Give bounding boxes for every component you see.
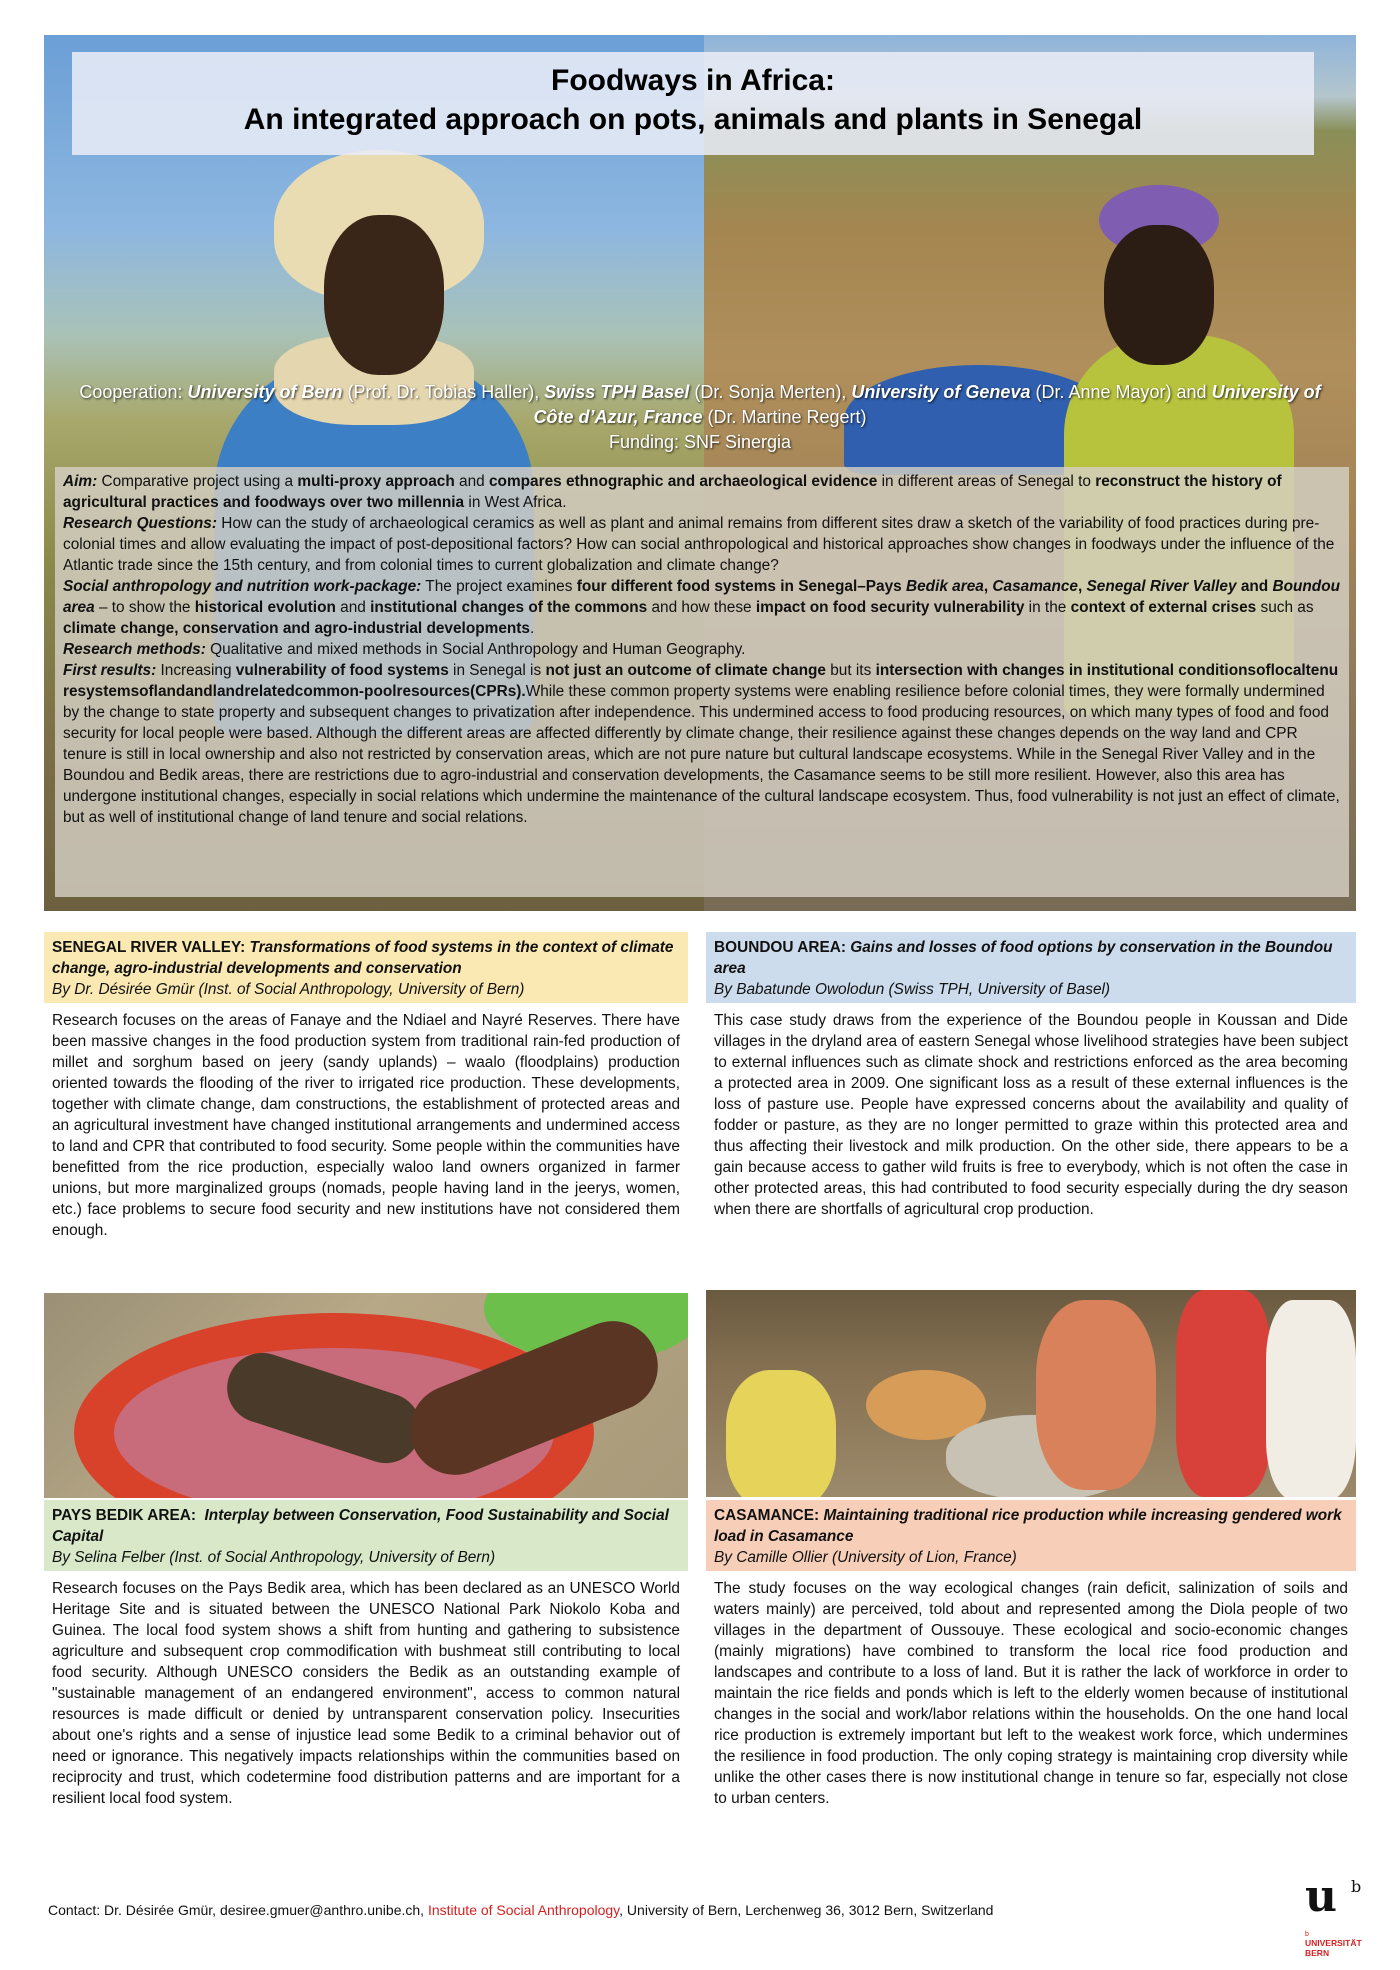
sa-text-3: and bbox=[335, 599, 371, 616]
org-bern: University of Bern bbox=[187, 382, 343, 402]
person-regert: (Dr. Martine Regert) bbox=[702, 407, 867, 427]
project-summary-box bbox=[55, 467, 1349, 897]
sa-comma-1: , bbox=[983, 578, 993, 595]
logo-b: b bbox=[1351, 1877, 1362, 1896]
aim-label: Aim: bbox=[63, 473, 98, 490]
sa-bold-5: context of external crises bbox=[1070, 599, 1257, 616]
sa-italic-bedik: Bedik area bbox=[906, 578, 984, 595]
page-title: Foodways in Africa: bbox=[551, 64, 835, 97]
bedik-body: Research focuses on the Pays Bedik area, which has been declared as an UNESCO World Heritage Site and is situated between the UNESCO National Park Niokolo Koba and Guinea. The local food system shows a shift from hunting and gathering to subsistence agriculture and subsequent crop commodification with bushmeat still contributing to local food security. Although UNESCO considers the Bedik as an outstanding example of "sustainable management of an endangered environment", access to common natural resources is made difficult or denied by untransparent conservation policy. Insecurities about one's rights and a sense of injustice lead some Bedik to a criminal behavior out of need or ignorance. This negatively impacts relationships within the communities based on reciprocity and trust, which codetermine food distribution patterns and are important for a resilient local food system. bbox=[52, 1580, 680, 1807]
rq-text: How can the study of archaeological ceramics as well as plant and animal remains from different sites draw a sketch of the variability of food practices during pre-colonial times and allow evaluating the impact of post-depositional factors? How can social anthropological and historical approaches show changes in foodways under the influence of the Atlantic trade since the 15th century, and from colonial times to current globalization and climate change? bbox=[63, 515, 1335, 574]
casamance-title: Maintaining traditional rice production while increasing gendered work load in Casamance bbox=[714, 1507, 1342, 1545]
aim-text-4: in West Africa. bbox=[464, 494, 567, 511]
sa-and: and bbox=[1236, 578, 1273, 595]
org-cote-azur: University of Côte d’Azur, France bbox=[533, 382, 1321, 427]
woman-white bbox=[1266, 1300, 1356, 1497]
senegal-title: Transformations of food systems in the context of climate change, agro-industrial developments and conservation bbox=[52, 939, 674, 977]
sa-text-7: . bbox=[529, 620, 535, 637]
person-haller: (Prof. Dr. Tobias Haller), bbox=[342, 382, 545, 402]
title-box bbox=[72, 52, 1314, 155]
boundou-body: This case study draws from the experience of the Boundou people in Koussan and Dide villages in the dryland area of eastern Senegal whose livelihood strategies have been subject to external influences such as climate shock and restrictions enforced as the area becoming a protected area in 2009. One significant loss as a result of these external influences is the loss of pasture use. People have expressed concerns about the availability and quality of fodder or pasture, as they are no longer permitted to graze within this protected area and thus affecting their livestock and milk production. On the other side, there appears to be a gain because access to gather wild fruits is free to everybody, which is not often the case in other protected areas, this had contributed to food security especially during the dry season when there are shortfalls of agricultural crop production. bbox=[714, 1012, 1348, 1218]
sa-bold-1: four different food systems in Senegal–Pays bbox=[576, 578, 906, 595]
sa-bold-3: institutional changes of the commons bbox=[370, 599, 648, 616]
casamance-author: By Camille Ollier (University of Lion, France) bbox=[714, 1549, 1017, 1566]
org-geneva: University of Geneva bbox=[851, 382, 1031, 402]
research-questions-paragraph bbox=[63, 513, 1341, 576]
fr-bold-1: vulnerability of food systems bbox=[235, 662, 449, 679]
boundou-title: Gains and losses of food options by conservation in the Boundou area bbox=[714, 939, 1333, 977]
contact-prefix: Contact: Dr. Désirée Gmür, desiree.gmuer@anthro.unibe.ch, bbox=[48, 1902, 428, 1918]
senegal-label: SENEGAL RIVER VALLEY: bbox=[52, 939, 246, 956]
funding: Funding: SNF Sinergia bbox=[608, 432, 792, 452]
fr-bold-3: intersection with changes in institutional conditionsoflocaltenuresystemsoflandandlandrelatedcommon-poolresources(CPRs). bbox=[63, 662, 1339, 700]
section-header-boundou bbox=[706, 932, 1356, 1003]
page-subtitle: An integrated approach on pots, animals and plants in Senegal bbox=[243, 103, 1143, 136]
sa-label: Social anthropology and nutrition work-package: bbox=[63, 578, 422, 595]
section-header-pays-bedik bbox=[44, 1500, 688, 1571]
fr-text-3: but its bbox=[825, 662, 876, 679]
sa-comma-2: , bbox=[1077, 578, 1087, 595]
sa-text-5: in the bbox=[1024, 599, 1071, 616]
logo-universitaet: UNIVERSITÄT bbox=[1305, 1938, 1362, 1948]
org-tph: Swiss TPH Basel bbox=[544, 382, 690, 402]
aim-text-2: and bbox=[454, 473, 489, 490]
cooperation-credits bbox=[60, 380, 1340, 455]
rq-label: Research Questions: bbox=[63, 515, 217, 532]
aim-bold-3: reconstruct the history of agricultural practices and foodways over two millennia bbox=[63, 473, 1282, 511]
logo-u: u bbox=[1305, 1871, 1337, 1922]
section-header-casamance bbox=[706, 1500, 1356, 1571]
woman-orange bbox=[1036, 1300, 1156, 1490]
photo-women-cooking bbox=[706, 1290, 1356, 1497]
rm-text: Qualitative and mixed methods in Social Anthropology and Human Geography. bbox=[205, 641, 746, 658]
sa-italic-boundou: Boundou area bbox=[63, 578, 1340, 616]
sa-bold-6: climate change, conservation and agro-industrial developments bbox=[63, 620, 530, 637]
rm-label: Research methods: bbox=[63, 641, 206, 658]
research-methods-paragraph bbox=[63, 639, 1341, 660]
sa-text-2: – to show the bbox=[94, 599, 195, 616]
person-mayor: (Dr. Anne Mayor) and bbox=[1030, 382, 1212, 402]
senegal-author: By Dr. Désirée Gmür (Inst. of Social Anthropology, University of Bern) bbox=[52, 981, 525, 998]
fr-text-4: While these common property systems were enabling resilience before colonial times, they were formally undermined by the change to state property and subsequent changes to privatization after independence. This undermined access to food producing resources, on which many types of food and food security for local people were based. Although the different areas are affected differently by climate change, their resilience against these changes depends on the way land and CPR tenure is still in local ownership and also not restricted by conservation areas, which are not pure nature but cultural landscape ecosystems. While in the Senegal River Valley and in the Boundou and Bedik areas, there are restrictions due to agro-industrial and conservation developments, the Casamance seems to be still more resilient. However, also this area has undergone institutional changes, especially in social relations which undermine the maintenance of the cultural landscape ecosystem. Thus, food vulnerability is not just an effect of climate, but as well of institutional change of land tenure and social relations. bbox=[63, 683, 1340, 826]
first-results-paragraph bbox=[63, 660, 1341, 828]
sa-italic-river-valley: Senegal River Valley bbox=[1086, 578, 1237, 595]
aim-text-1: Comparative project using a bbox=[97, 473, 298, 490]
logo-bern: BERN bbox=[1305, 1948, 1330, 1958]
senegal-body: Research focuses on the areas of Fanaye and the Ndiael and Nayré Reserves. There have been massive changes in the food production system from traditional rain-fed production of millet and sorghum based on jeery (sandy uplands) – waalo (floodplains) production oriented towards the flooding of the river to irrigated rice production. These developments, together with climate change, dam constructions, the establishment of protected areas and an agricultural investment have changed institutional arrangements and undermined access to land and CPR that contributed to food security. Some people within the communities have benefitted from the rice production, especially waloo land owners organized in farmer unions, but more marginalized groups (nomads, people having land in the jeerys, women, etc.) face problems to secure food security and new institutions have not considered them enough. bbox=[52, 1012, 680, 1239]
woman-yellow bbox=[726, 1370, 836, 1497]
logo-small-b: b bbox=[1305, 1931, 1309, 1938]
person-red bbox=[1176, 1290, 1271, 1497]
casamance-body: The study focuses on the way ecological changes (rain deficit, salinization of soils and waters mainly) are perceived, told about and represented among the Diola people of two villages in the department of Oussouye. These ecological and socio-economic changes (mainly migrations) have combined to transform the local rice food production and landscapes and contribute to a loss of land. But it is rather the lack of workforce in order to maintain the rice fields and ponds which is left to the elderly women because of institutional changes in the social and work/labor relations within the households. On the one hand local rice production is extremely important but left to the weakest work force, which undermines the resilience in food production. The only coping strategy is maintaining crop diversity while unlike the other cases there is now institutional change in tenure so far, especially not close to urban centers. bbox=[714, 1580, 1348, 1807]
fr-bold-2: not just an outcome of climate change bbox=[545, 662, 826, 679]
bedik-title: Interplay between Conservation, Food Sustainability and Social Capital bbox=[52, 1507, 669, 1545]
fr-text-1: Increasing bbox=[156, 662, 236, 679]
boundou-label: BOUNDOU AREA: bbox=[714, 939, 846, 956]
fr-text-2: in Senegal is bbox=[448, 662, 546, 679]
section-header-senegal-river-valley bbox=[44, 932, 688, 1003]
university-bern-logo bbox=[1305, 1871, 1375, 1965]
woman-face bbox=[1104, 225, 1214, 365]
fr-label: First results: bbox=[63, 662, 157, 679]
contact-line bbox=[48, 1900, 1248, 1920]
social-anthropology-paragraph bbox=[63, 576, 1341, 639]
boundou-author: By Babatunde Owolodun (Swiss TPH, University of Basel) bbox=[714, 981, 1111, 998]
sa-text-4: and how these bbox=[647, 599, 756, 616]
casamance-label: CASAMANCE: bbox=[714, 1507, 820, 1524]
sa-bold-4: impact on food security vulnerability bbox=[755, 599, 1025, 616]
man-face bbox=[324, 215, 444, 375]
cooperation-prefix: Cooperation: bbox=[79, 382, 188, 402]
person-merten: (Dr. Sonja Merten), bbox=[689, 382, 852, 402]
contact-suffix: , University of Bern, Lerchenweg 36, 3012 Bern, Switzerland bbox=[619, 1902, 994, 1918]
bedik-author: By Selina Felber (Inst. of Social Anthropology, University of Bern) bbox=[52, 1549, 496, 1566]
aim-paragraph bbox=[63, 471, 1341, 513]
aim-bold-2: compares ethnographic and archaeological evidence bbox=[488, 473, 878, 490]
photo-meat-bowl bbox=[44, 1293, 688, 1498]
sa-text-1: The project examines bbox=[421, 578, 577, 595]
sa-italic-casamance: Casamance bbox=[992, 578, 1078, 595]
aim-text-3: in different areas of Senegal to bbox=[877, 473, 1096, 490]
sa-text-6: such as bbox=[1256, 599, 1314, 616]
institute-link[interactable]: Institute of Social Anthropology bbox=[427, 1902, 620, 1918]
bedik-label: PAYS BEDIK AREA: bbox=[52, 1507, 196, 1524]
sa-bold-2: historical evolution bbox=[194, 599, 336, 616]
aim-bold-1: multi-proxy approach bbox=[297, 473, 455, 490]
